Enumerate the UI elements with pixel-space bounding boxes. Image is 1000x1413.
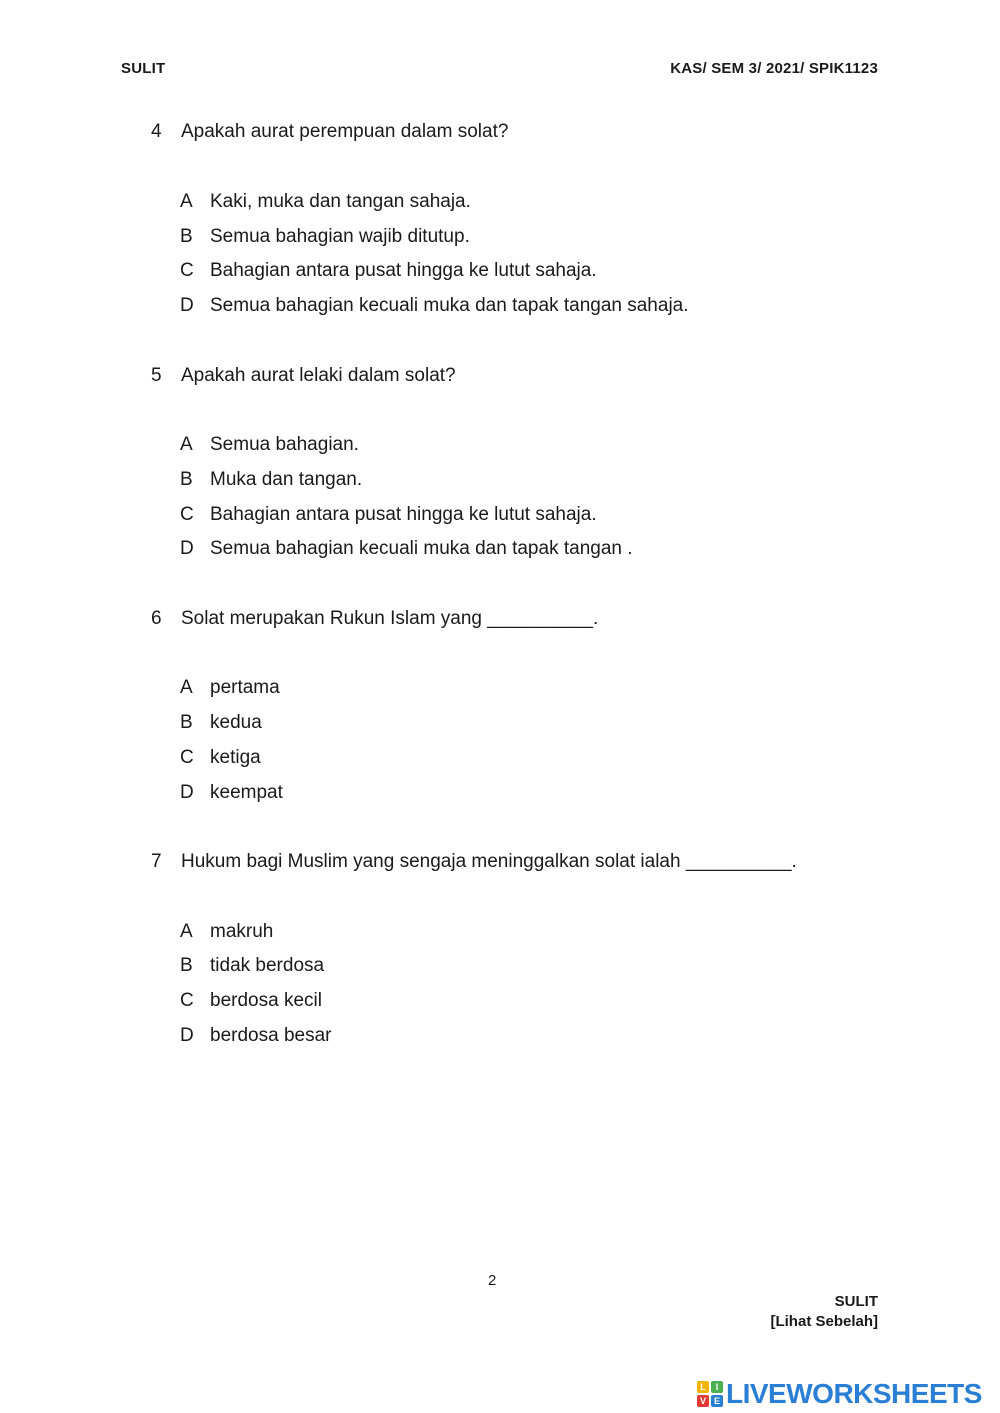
- option-text: Semua bahagian.: [210, 434, 359, 455]
- option-letter: A: [180, 434, 193, 455]
- q5-option-d[interactable]: [180, 538, 633, 560]
- q6-option-b[interactable]: [180, 712, 262, 734]
- question-number: 7: [151, 851, 162, 872]
- option-text: Semua bahagian wajib ditutup.: [210, 226, 470, 247]
- q4-option-c[interactable]: [180, 260, 597, 282]
- liveworksheets-wordmark: LIVEWORKSHEETS: [726, 1378, 982, 1409]
- question-text: Apakah aurat perempuan dalam solat?: [181, 121, 509, 142]
- option-letter: D: [180, 538, 194, 559]
- q7-option-c[interactable]: [180, 990, 322, 1012]
- option-letter: A: [180, 191, 193, 212]
- option-letter: B: [180, 469, 193, 490]
- option-text: Semua bahagian kecuali muka dan tapak tangan .: [210, 538, 633, 559]
- q7-option-d[interactable]: [180, 1025, 331, 1047]
- question-5: [151, 365, 456, 387]
- option-text: kedua: [210, 712, 262, 733]
- option-letter: B: [180, 712, 193, 733]
- option-letter: A: [180, 677, 193, 698]
- question-6: [151, 608, 598, 630]
- q4-option-a[interactable]: [180, 191, 471, 213]
- question-7: [151, 851, 797, 873]
- option-letter: A: [180, 921, 193, 942]
- liveworksheets-icon: L I V E: [697, 1381, 723, 1407]
- question-4: [151, 121, 508, 143]
- page-number: 2: [488, 1272, 497, 1289]
- question-number: 5: [151, 365, 162, 386]
- option-letter: C: [180, 504, 194, 525]
- option-letter: D: [180, 782, 194, 803]
- question-text: Solat merupakan Rukun Islam yang __________.: [181, 608, 599, 629]
- footer-note: [Lihat Sebelah]: [770, 1313, 878, 1330]
- footer-sulit: SULIT: [834, 1293, 878, 1310]
- header-sulit: SULIT: [121, 60, 166, 77]
- option-letter: D: [180, 295, 194, 316]
- q7-option-b[interactable]: [180, 955, 324, 977]
- option-letter: C: [180, 990, 194, 1011]
- q4-option-d[interactable]: [180, 295, 689, 317]
- q4-option-b[interactable]: [180, 226, 470, 248]
- q5-option-a[interactable]: [180, 434, 359, 456]
- option-text: keempat: [210, 782, 283, 803]
- question-text: Hukum bagi Muslim yang sengaja meninggalkan solat ialah __________.: [181, 851, 797, 872]
- option-text: ketiga: [210, 747, 261, 768]
- q5-option-c[interactable]: [180, 504, 597, 526]
- option-text: Semua bahagian kecuali muka dan tapak tangan sahaja.: [210, 295, 689, 316]
- q6-option-a[interactable]: [180, 677, 280, 699]
- option-text: berdosa besar: [210, 1025, 332, 1046]
- option-text: pertama: [210, 677, 280, 698]
- question-number: 6: [151, 608, 162, 629]
- option-letter: B: [180, 226, 193, 247]
- option-letter: D: [180, 1025, 194, 1046]
- q6-option-c[interactable]: [180, 747, 261, 769]
- option-text: Muka dan tangan.: [210, 469, 363, 490]
- option-text: Bahagian antara pusat hingga ke lutut sahaja.: [210, 504, 597, 525]
- option-text: berdosa kecil: [210, 990, 322, 1011]
- question-text: Apakah aurat lelaki dalam solat?: [181, 365, 456, 386]
- option-letter: C: [180, 260, 194, 281]
- liveworksheets-logo[interactable]: [697, 1378, 982, 1410]
- question-number: 4: [151, 121, 162, 142]
- option-letter: B: [180, 955, 193, 976]
- q7-option-a[interactable]: [180, 921, 273, 943]
- option-text: Bahagian antara pusat hingga ke lutut sahaja.: [210, 260, 597, 281]
- header-course-code: KAS/ SEM 3/ 2021/ SPIK1123: [670, 60, 878, 77]
- option-letter: C: [180, 747, 194, 768]
- option-text: Kaki, muka dan tangan sahaja.: [210, 191, 471, 212]
- q6-option-d[interactable]: [180, 782, 283, 804]
- q5-option-b[interactable]: [180, 469, 362, 491]
- option-text: makruh: [210, 921, 274, 942]
- option-text: tidak berdosa: [210, 955, 325, 976]
